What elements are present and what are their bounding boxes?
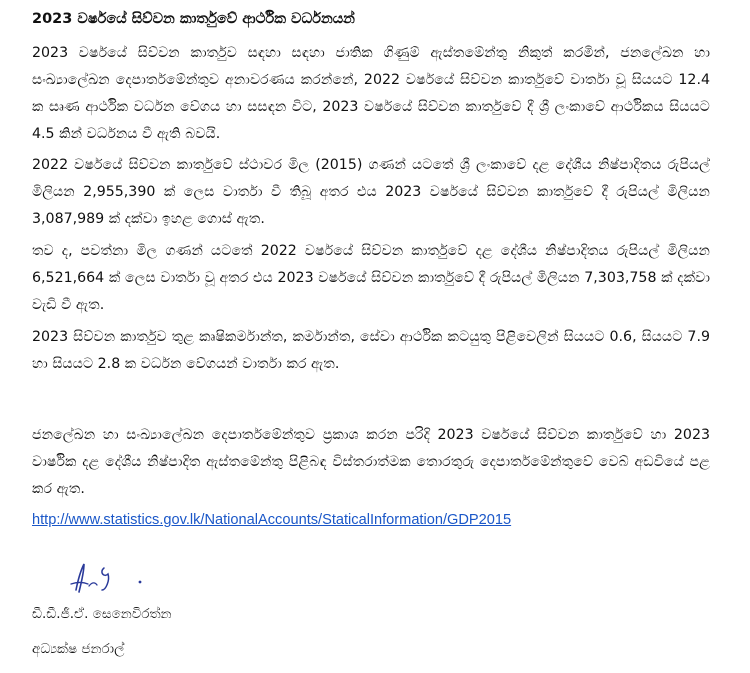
statistics-website-link[interactable]: http://www.statistics.gov.lk/NationalAccounts/StaticalInformation/GDP2015 — [32, 512, 512, 528]
paragraph-current-prices: තව ද, පවත්නා මිල ගණන් යටතේ 2022 වර්ෂයේ සිව්වන කාර්තුවේ දළ දේශීය නිෂ්පාදිතය රුපියල් මිලියන 6,521,664 ක් ලෙස වාර්තා වූ අතර එය 2023 වර්ෂයේ සිව්වන කාර්තුවේ දී රුපියල් මිලියන 7,303,758 ක් දක්වා වැඩි වී ඇත. — [32, 243, 710, 313]
paragraph-growth-summary: 2023 වර්ෂයේ සිව්වන කාර්තුව සඳහා සඳහා ජාතික ගිණුම් ඇස්තමේන්තු නිකුත් කරමින්, ජනලේඛන හා සංඛ්‍යාලේඛන දෙපාර්තමේන්තුව අනාවරණය කරන්නේ, 2022 වර්ෂයේ සිව්වන කාර්තුවේ වාර්තා වූ සියයට 12.4 ක සෘණ ආර්ථික වර්ධන වේගය හා සසඳන විට, 2023 වර්ෂයේ සිව්වන කාර්තුවේ දී ශ්‍රී ලංකාවේ ආර්ථිකය සියයට 4.5 කින් වර්ධනය වී ඇති බවයි. — [32, 45, 710, 142]
paragraph-constant-prices: 2022 වර්ෂයේ සිව්වන කාර්තුවේ ස්ථාවර මිල (2015) ගණන් යටතේ ශ්‍රී ලංකාවේ දළ දේශීය නිෂ්පාදිතය රුපියල් මිලියන 2,955,390 ක් ලෙස වාර්තා වී තිබූ අතර එය 2023 වර්ෂයේ සිව්වන කාර්තුවේ දී රුපියල් මිලියන 3,087,989 ක් දක්වා ඉහළ ගොස් ඇත. — [32, 157, 710, 227]
signer-name: ඩී.ඩී.ජී.ඒ. සෙනෙවිරත්න — [32, 606, 172, 622]
paragraph-sector-growth: 2023 සිව්වන කාර්තුව තුළ කෘෂිකර්මාන්ත, කර්මාන්ත, සේවා ආර්ථික කටයුතු පිළිවෙලින් සියයට 0.6, සියයට 7.9 හා සියයට 2.8 ක වර්ධන වේගයන් වාර්තා කර ඇත. — [32, 329, 710, 372]
signer-title: අධ්‍යක්ෂ ජනරාල් — [32, 641, 125, 657]
document-title: 2023 වර්ෂයේ සිව්වන කාර්තුවේ ආර්ථික වර්ධනයන් — [32, 11, 355, 27]
paragraph-website-note: ජනලේඛන හා සංඛ්‍යාලේඛන දෙපාර්තමේන්තුව ප්‍රකාශ කරන පරිදි 2023 වර්ෂයේ සිව්වන කාර්තුවේ හා 2023 වාර්ෂික දළ දේශීය නිෂ්පාදිත ඇස්තමේන්තු පිළිබඳ විස්තරාත්මක තොරතුරු දෙපාර්තමේන්තුවේ වෙබ් අඩවියේ පළ කර ඇත. — [32, 427, 710, 497]
handwritten-signature — [64, 560, 164, 596]
